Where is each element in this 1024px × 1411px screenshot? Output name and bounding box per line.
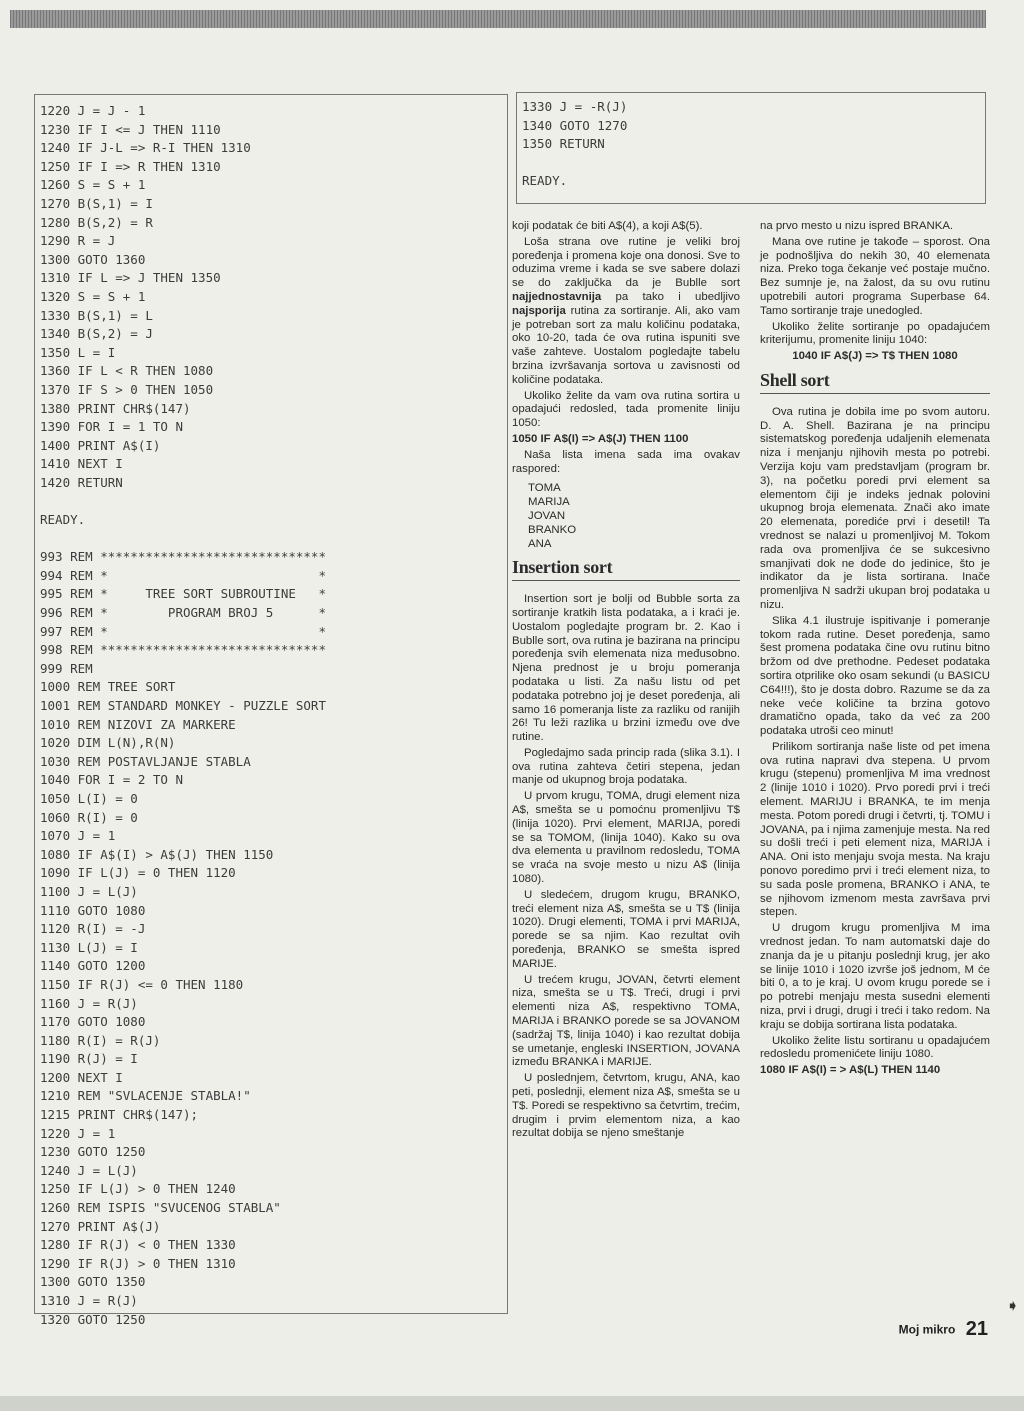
code-line: 1150 IF R(J) <= 0 THEN 1180: [40, 976, 244, 992]
code-line: 997 REM * *: [40, 623, 326, 639]
code-line: 1050 IF A$(I) => A$(J) THEN 1100: [512, 432, 689, 445]
code-line: 1260 S = S + 1: [40, 177, 146, 193]
paragraph: Slika 4.1 ilustruje ispitivanje i pomeranje tokom rada rutine. Deset poređenja, samo šest promena podataka čine ovu rutinu bitno bržom od dve prethodne. Pedeset podataka sortira otprilike oko osam sekundi (u BASICU C64!!!), što je dosta dobro. Razume se da za neke veće količine ta brzina gotovo dramatično opada, tako da već za 200 podataka utroši ceo minut!: [760, 614, 990, 738]
code-line: 1050 L(I) = 0: [40, 790, 138, 806]
code-line: 1020 DIM L(N),R(N): [40, 735, 176, 751]
code-line: 1090 IF L(J) = 0 THEN 1120: [40, 865, 236, 881]
code-line: 1420 RETURN: [40, 474, 123, 490]
code-line: 1250 IF L(J) > 0 THEN 1240: [40, 1181, 236, 1197]
code-line: 1300 GOTO 1350: [40, 1274, 146, 1290]
code-line: 1070 J = 1: [40, 828, 116, 844]
code-line: 993 REM ******************************: [40, 549, 326, 565]
code-line: 1140 GOTO 1200: [40, 958, 146, 974]
page-number: 21: [965, 1318, 988, 1340]
top-border-strip: [10, 10, 986, 28]
code-line: [40, 530, 502, 549]
list-item: JOVAN: [528, 509, 566, 522]
paragraph: Ukoliko želite listu sortiranu u opadajućem redosledu promenićete liniju 1080.: [760, 1034, 990, 1061]
code-line: 1030 REM POSTAVLJANJE STABLA: [40, 753, 251, 769]
paragraph: Ukoliko želite sortiranje po opadajućem kriterijumu, promenite liniju 1040:: [760, 320, 990, 347]
code-line: 1280 B(S,2) = R: [40, 214, 153, 230]
code-line: 1260 REM ISPIS "SVUCENOG STABLA": [40, 1200, 281, 1216]
paragraph: Prilikom sortiranja naše liste od pet imena ova rutina napravi dva stepena. U prvom krugu (stepenu) promenljiva M ima vrednost 2 (linije 1010 i 1020). Prvo poredi prvi i treći element. MARIJU i BRANKA, te im menja mesta. Potom poredi drugi i četvrti, tj. TOMU i JOVANA, pa i njima zamenjuje mesta. Na red su došli treći i peti element niza, MARIJA i ANA. Oni isto menjaju svoja mesta. Na kraju ponovo poredimo prvi i treći element niza, to su sada posle promena, BRANKO i ANA, te se njihovom izmenom mesta završava prvi stepen.: [760, 740, 990, 919]
code-line: 1350 RETURN: [522, 136, 605, 152]
code-line: 1400 PRINT A$(I): [40, 437, 161, 453]
paragraph: U drugom krugu promenljiva M ima vrednost jedan. To nam automatski daje do znanja da je u pitanju poslednji krug, jer ako se linije 1010 i 1020 izvrše još jednom, M će biti 0, a to je kraj. U ovom krugu porede se i po potrebi menjaju mesta susedni elementi niza, prvi i drugi, drugi i treći i tako redom. Na kraju se dobija sortirana lista podataka.: [760, 922, 990, 1031]
basic-listing-small: [522, 98, 978, 191]
basic-listing: [40, 102, 502, 1329]
paragraph: Pogledajmo sada princip rada (slika 3.1). I ova rutina zahteva četiri stepena, jedan manje od ukupnog broja podataka.: [512, 746, 740, 787]
list-item: BRANKO: [528, 523, 577, 536]
paragraph: U prvom krugu, TOMA, drugi element niza A$, smešta se u pomoćnu promenljivu T$ (linija 1020). Prvi element, MARIJA, poredi se sa TOMOM, (linija 1040). Kako su ova dva elementa u pravilnom redosledu, TOMA se vraća na svoje mesto u nizu A$ (linija 1080).: [512, 790, 740, 886]
section-heading-shell-sort: Shell sort: [760, 374, 990, 394]
continue-arrow-icon: ➧: [1006, 1296, 1020, 1315]
code-line: 1230 GOTO 1250: [40, 1144, 146, 1160]
code-line: 1080 IF A$(I) > A$(J) THEN 1150: [40, 846, 274, 862]
code-line: 1320 GOTO 1250: [40, 1311, 146, 1327]
code-line: READY.: [40, 512, 86, 528]
code-line: [40, 492, 502, 511]
code-line: 1040 FOR I = 2 TO N: [40, 772, 183, 788]
code-line: 996 REM * PROGRAM BROJ 5 *: [40, 605, 326, 621]
article-column-2: [512, 220, 740, 1143]
magazine-name: Moj mikro: [898, 1322, 956, 1337]
code-line: 999 REM: [40, 660, 93, 676]
code-line: 994 REM * *: [40, 567, 326, 583]
code-line: 1080 IF A$(I) = > A$(L) THEN 1140: [760, 1064, 941, 1077]
code-line: 1340 B(S,2) = J: [40, 326, 153, 342]
paragraph: na prvo mesto u nizu ispred BRANKA.: [760, 220, 954, 232]
code-line: 1390 FOR I = 1 TO N: [40, 419, 183, 435]
code-line: 1330 B(S,1) = L: [40, 307, 153, 323]
paragraph: U sledećem, drugom krugu, BRANKO, treći element niza A$, smešta se u T$ (linija 1020). Drugi elementi, TOMA i prvi MARIJA, porede se sa njim. Kao rezultat ovih poređenja, BRANKO se smešta ispred MARIJE.: [512, 888, 740, 970]
code-line: 1320 S = S + 1: [40, 288, 146, 304]
code-line: 1270 PRINT A$(J): [40, 1218, 161, 1234]
list-item: TOMA: [528, 482, 561, 495]
code-line: 1170 GOTO 1080: [40, 1014, 146, 1030]
list-item: ANA: [528, 537, 552, 550]
code-line: 1380 PRINT CHR$(147): [40, 400, 191, 416]
code-line: 1270 B(S,1) = I: [40, 195, 153, 211]
code-line: 1230 IF I <= J THEN 1110: [40, 121, 221, 137]
code-line: 1010 REM NIZOVI ZA MARKERE: [40, 716, 236, 732]
code-line: 1290 R = J: [40, 233, 116, 249]
code-line: 1310 IF L => J THEN 1350: [40, 270, 221, 286]
paragraph: koji podatak će biti A$(4), a koji A$(5).: [512, 220, 703, 232]
code-line: 1370 IF S > 0 THEN 1050: [40, 381, 214, 397]
code-line: 1290 IF R(J) > 0 THEN 1310: [40, 1255, 236, 1271]
section-heading-insertion-sort: Insertion sort: [512, 561, 740, 581]
code-line: 1410 NEXT I: [40, 456, 123, 472]
page-footer: [899, 1318, 988, 1341]
code-line: 1120 R(I) = -J: [40, 921, 146, 937]
code-line: 1350 L = I: [40, 344, 116, 360]
code-line: 1040 IF A$(J) => T$ THEN 1080: [792, 350, 958, 363]
code-line: 1200 NEXT I: [40, 1069, 123, 1085]
code-line: 1280 IF R(J) < 0 THEN 1330: [40, 1237, 236, 1253]
code-line: 1100 J = L(J): [40, 883, 138, 899]
code-line: 1060 R(I) = 0: [40, 809, 138, 825]
code-line: 1330 J = -R(J): [522, 99, 628, 114]
code-line: 995 REM * TREE SORT SUBROUTINE *: [40, 586, 326, 602]
code-line: 1360 IF L < R THEN 1080: [40, 363, 214, 379]
code-line: 1215 PRINT CHR$(147);: [40, 1107, 199, 1123]
name-list: [528, 482, 740, 551]
code-line: READY.: [522, 173, 568, 189]
code-line: 1250 IF I => R THEN 1310: [40, 158, 221, 174]
paragraph: Ukoliko želite da vam ova rutina sortira u opadajući redosled, tada promenite liniju 1050:: [512, 389, 740, 430]
code-line: 1130 L(J) = I: [40, 939, 138, 955]
code-line: 1300 GOTO 1360: [40, 251, 146, 267]
code-line: 1340 GOTO 1270: [522, 117, 628, 133]
code-line: 1310 J = R(J): [40, 1293, 138, 1308]
code-line: 1110 GOTO 1080: [40, 902, 146, 918]
code-line: 1240 IF J-L => R-I THEN 1310: [40, 140, 251, 156]
code-line: [522, 154, 978, 173]
code-line: 1220 J = 1: [40, 1125, 116, 1141]
paragraph: U poslednjem, četvrtom, krugu, ANA, kao peti, poslednji, element niza A$, smešta se u T$. Poredi se respektivno sa četvrtim, trećim, drugim i prvim elementom niza, a kao rezultat dobija se njeno smeštanje: [512, 1072, 740, 1140]
code-line: 1180 R(I) = R(J): [40, 1032, 161, 1048]
bottom-edge: [0, 1396, 1024, 1411]
paragraph: Ova rutina je dobila ime po svom autoru. D. A. Shell. Bazirana je na principu sistematskog poređenja udaljenih elemenata niza i menjanju njihovih mesta po potrebi. Verzija koju vam predstavljam (program br. 3), na početku poredi prvi element sa elementom čiji je indeks jednak polovini ukupnog broja elemenata. Znači ako imate 20 elemenata, porediće prvi i desetil! Ta vrednost se nalazi u promenljivoj M. Tokom rada ova promenljiva će se sukcesivno smanjivati dok ne dođe do jedinice, što je indikator da je lista sortirana. Inače promenljiva N sadrži ukupan broj podataka u nizu.: [760, 405, 990, 611]
code-line: 1240 J = L(J): [40, 1162, 138, 1178]
paragraph: U trećem krugu, JOVAN, četvrti element niza, smešta se u T$. Treći, drugi i prvi elementi niza A$, respektivno TOMA, MARIJA i BRANKO porede se sa JOVANOM (sadržaj T$, linija 1040) i kao rezultat dobija se umetanje, engleski INSERTION, JOVANA između BRANKA i MARIJE.: [512, 973, 740, 1069]
code-line: 1210 REM "SVLACENJE STABLA!": [40, 1088, 251, 1104]
paragraph: Mana ove rutine je takođe – sporost. Ona je podnošljiva do nekih 30, 40 elemenata niza. Preko toga čekanje već postaje mučno. Bez sumnje je, na žalost, da su ovu rutinu upotrebili autori programa Superbase 64. Tamo sortiranje traje unedogled.: [760, 235, 990, 317]
code-line: 998 REM ******************************: [40, 642, 326, 658]
code-line: 1001 REM STANDARD MONKEY - PUZZLE SORT: [40, 698, 326, 713]
code-line: 1220 J = J - 1: [40, 103, 146, 118]
code-line: 1160 J = R(J): [40, 995, 138, 1011]
paragraph: Loša strana ove rutine je veliki broj poređenja i promena koje ona donosi. Sve to oduzima vreme i kada se sve sabere dolazi se do zaključka da je Bublle sort najjednostavnija pa tako i ubedljivo najsporija rutina za sortiranje. Ali, ako vam je potreban sort za malu količinu podataka, oko 10-20, tada će ova rutina ispuniti sve vaše zahteve. Uostalom pogledajte tabelu brzina izvršavanja sortova u zavisnosti od količine podataka.: [512, 235, 740, 386]
list-item: MARIJA: [528, 496, 570, 509]
paragraph: Insertion sort je bolji od Bubble sorta za sortiranje kratkih lista podataka, a i kraći je. Uostalom pogledajte program br. 2. Kao i Bublle sort, ova rutina je bazirana na principu poređenja svih elemenata niza međusobno. Njena prednost je u broju pomeranja podataka u listi. Za našu listu od pet podataka potrebno joj je deset poređenja, ali samo 16 pomeranja liste za razliku od ranijih 26! Tu leži razlika u brzini između ove dve rutine.: [512, 593, 740, 744]
code-line: 1190 R(J) = I: [40, 1051, 138, 1067]
code-line: 1000 REM TREE SORT: [40, 679, 176, 695]
article-column-3: [760, 220, 990, 1080]
paragraph: Naša lista imena sada ima ovakav raspored:: [512, 448, 740, 475]
